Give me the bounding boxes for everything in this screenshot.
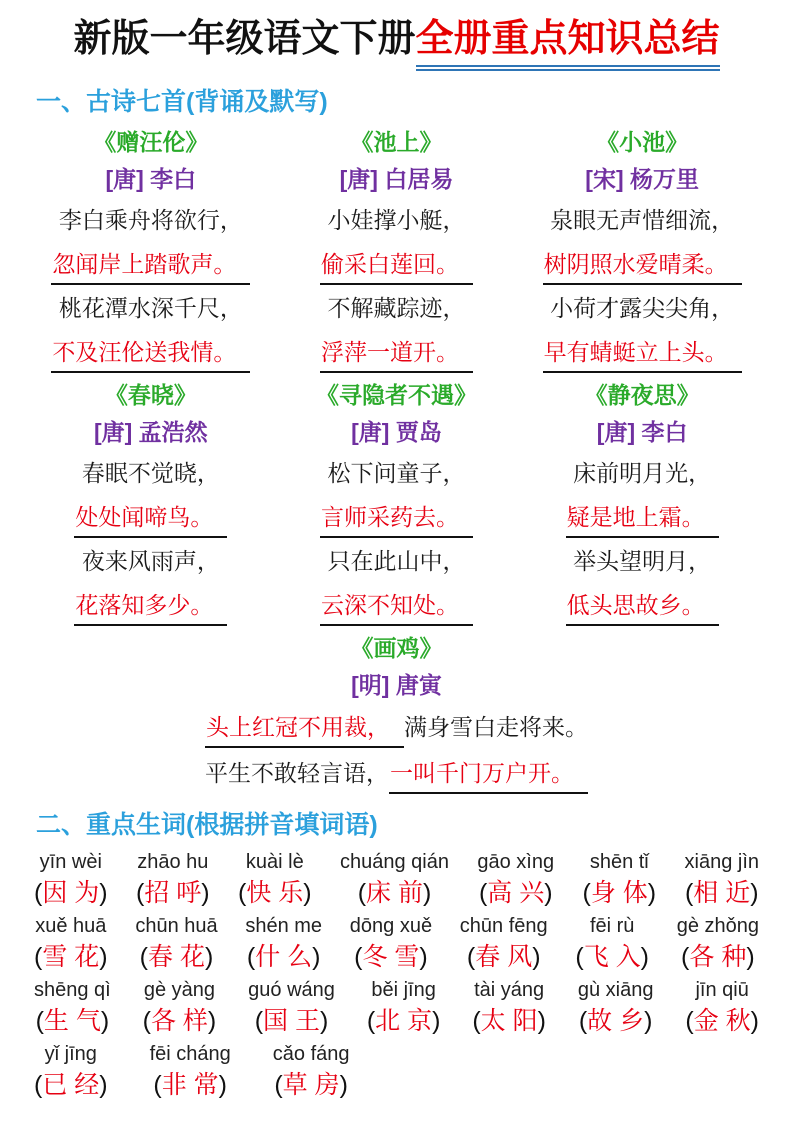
- poem-card-jingyesi: [519, 374, 765, 627]
- vocab-item: [34, 848, 108, 910]
- vocab-item: [350, 912, 432, 974]
- vocab-item: [460, 912, 548, 974]
- vocab-word: (太 阳): [472, 1007, 546, 1035]
- vocab-item: [248, 976, 335, 1038]
- vocab-item: [575, 912, 649, 974]
- vocab-pinyin: shēng qì: [34, 979, 111, 1001]
- poem-line: 言师采药去。: [274, 495, 520, 539]
- poem-author: [唐] 李白: [105, 166, 197, 192]
- poem-line: 低头思故乡。: [519, 583, 765, 627]
- poem-card-chunxiao: [28, 374, 274, 627]
- vocab-item: [34, 976, 111, 1038]
- vocab-word: (快 乐): [238, 879, 312, 907]
- vocab-row: [34, 976, 759, 1038]
- vocab-word: (什 么): [246, 943, 321, 971]
- poem-line: 举头望明月，: [573, 548, 712, 574]
- page-title-red-part: 全册重点知识总结: [416, 14, 720, 71]
- vocab-pinyin: xuě huā: [35, 915, 107, 937]
- vocab-pinyin: běi jīng: [371, 979, 436, 1001]
- poem-title: 《寻隐者不遇》: [315, 382, 477, 408]
- poem-author: [唐] 贾岛: [351, 419, 442, 445]
- vocab-row: [34, 848, 759, 910]
- vocab-word: (春 风): [466, 943, 541, 971]
- poem-line: 平生不敢轻言语，一叫千门万户开。: [0, 750, 793, 796]
- vocab-row: [34, 912, 759, 974]
- vocab-item: [143, 976, 217, 1038]
- vocab-pinyin: gè zhǒng: [676, 915, 759, 937]
- vocab-pinyin: chūn fēng: [459, 915, 548, 937]
- vocab-item: [34, 912, 108, 974]
- vocab-word: (身 体): [582, 879, 657, 907]
- vocab-pinyin: chūn huā: [135, 915, 218, 937]
- vocab-pinyin: tài yáng: [474, 979, 545, 1001]
- vocab-pinyin: yǐ jīng: [44, 1043, 97, 1065]
- vocab-pinyin: guó wáng: [248, 979, 335, 1001]
- vocab-word: (非 常): [153, 1071, 227, 1099]
- poem-title: 《小池》: [596, 129, 689, 155]
- poem-card-xunyinzhebuyu: [274, 374, 520, 627]
- poem-line: 只在此山中，: [327, 548, 466, 574]
- vocab-word: (各 种): [681, 943, 755, 971]
- poem-line: 春眠不觉晓，: [81, 460, 220, 486]
- poem-line: 李白乘舟将欲行，: [58, 207, 243, 233]
- vocab-pinyin: xiāng jìn: [684, 851, 759, 873]
- poem-author: [明] 唐寅: [351, 672, 442, 698]
- vocab-item: [340, 848, 449, 910]
- poem-line: 树阴照水爱晴柔。: [519, 242, 765, 286]
- poem-author: [唐] 李白: [596, 419, 688, 445]
- vocab-pinyin: fēi rù: [589, 915, 635, 937]
- vocab-item: [150, 1040, 231, 1102]
- poem-line: 处处闻啼鸟。: [28, 495, 274, 539]
- vocab-word: (春 花): [139, 943, 214, 971]
- vocab-row: [34, 1040, 759, 1102]
- poem-line: 小娃撑小艇，: [327, 207, 466, 233]
- vocab-pinyin: zhāo hu: [137, 851, 209, 873]
- poem-line: 头上红冠不用裁， 满身雪白走将来。: [0, 704, 793, 750]
- poem-author: [唐] 白居易: [339, 166, 454, 192]
- vocab-word: (各 样): [142, 1007, 217, 1035]
- poem-card-chishang: [274, 121, 520, 374]
- vocab-word: (高 兴): [478, 879, 553, 907]
- vocab-word: (雪 花): [34, 943, 108, 971]
- vocab-pinyin: shén me: [245, 915, 323, 937]
- poem-line: 不及汪伦送我情。: [28, 330, 274, 374]
- vocab-item: [685, 976, 759, 1038]
- vocab-item: [245, 912, 322, 974]
- poem-title: 《春晓》: [104, 382, 197, 408]
- poem-line: 花落知多少。: [28, 583, 274, 627]
- poem-line: 疑是地上霜。: [519, 495, 765, 539]
- poem-line: 早有蜻蜓立上头。: [519, 330, 765, 374]
- section-heading-poems: 一、古诗七首(背诵及默写): [36, 88, 328, 116]
- poem-line: 小荷才露尖尖角，: [550, 295, 735, 321]
- poem-author: [唐] 孟浩然: [93, 419, 208, 445]
- vocab-pinyin: jīn qiū: [695, 979, 749, 1001]
- vocab-word: (已 经): [34, 1071, 108, 1099]
- section-heading-vocab: 二、重点生词(根据拼音填词语): [36, 811, 378, 839]
- poem-line: 不解藏踪迹，: [327, 295, 466, 321]
- vocab-word: (故 乡): [578, 1007, 653, 1035]
- poem-card-xiaochi: [519, 121, 765, 374]
- poem-title: 《池上》: [350, 129, 443, 155]
- vocab-word: (草 房): [274, 1071, 348, 1099]
- vocab-word: (国 王): [254, 1007, 329, 1035]
- vocab-item: [583, 848, 657, 910]
- poem-line: 忽闻岸上踏歌声。: [28, 242, 274, 286]
- poem-line: 床前明月光，: [573, 460, 712, 486]
- poem-line: 泉眼无声惜细流，: [550, 207, 735, 233]
- vocab-pinyin: chuáng qián: [340, 851, 449, 873]
- vocab-pinyin: cǎo fáng: [272, 1043, 350, 1065]
- poem-line: 云深不知处。: [274, 583, 520, 627]
- vocab-word: (飞 入): [575, 943, 649, 971]
- poem-card-zengwanglun: [28, 121, 274, 374]
- vocab-block: [0, 844, 793, 1102]
- vocab-item: [685, 848, 760, 910]
- vocab-item: [367, 976, 441, 1038]
- poem-line: 松下问童子，: [327, 460, 466, 486]
- poem-line: 浮萍一道开。: [274, 330, 520, 374]
- vocab-pinyin: yīn wèi: [39, 851, 102, 873]
- vocab-pinyin: kuài lè: [245, 851, 304, 873]
- vocab-word: (生 气): [35, 1007, 110, 1035]
- vocab-pinyin: gāo xìng: [477, 851, 555, 873]
- vocab-word: (北 京): [366, 1007, 441, 1035]
- vocab-pinyin: gè yàng: [143, 979, 216, 1001]
- poem-grid: [0, 121, 793, 627]
- vocab-item: [135, 912, 217, 974]
- page-title: [0, 14, 793, 71]
- page-title-black-part: 新版一年级语文下册: [73, 18, 416, 60]
- vocab-pinyin: dōng xuě: [349, 915, 433, 937]
- vocab-item: [34, 1040, 108, 1102]
- vocab-item: [136, 848, 210, 910]
- vocab-item: [578, 976, 654, 1038]
- poem-card-huaji: [0, 629, 793, 796]
- vocab-word: (相 近): [684, 879, 759, 907]
- poem-title: 《赠汪伦》: [93, 129, 209, 155]
- vocab-item: [477, 848, 554, 910]
- vocab-pinyin: gù xiāng: [577, 979, 654, 1001]
- vocab-item: [677, 912, 759, 974]
- poem-title: 《静夜思》: [584, 382, 700, 408]
- poem-author: [宋] 杨万里: [585, 166, 700, 192]
- vocab-pinyin: fēi cháng: [149, 1043, 231, 1065]
- vocab-item: [238, 848, 312, 910]
- vocab-word: (冬 雪): [354, 943, 428, 971]
- poem-line: 夜来风雨声，: [81, 548, 220, 574]
- vocab-word: (因 为): [34, 879, 108, 907]
- poem-line: 桃花潭水深千尺，: [58, 295, 243, 321]
- poem-title: 《画鸡》: [350, 635, 443, 661]
- vocab-item: [273, 1040, 350, 1102]
- vocab-word: (床 前): [357, 879, 432, 907]
- vocab-word: (金 秋): [685, 1007, 759, 1035]
- vocab-pinyin: shēn tǐ: [589, 851, 649, 873]
- vocab-word: (招 呼): [136, 879, 210, 907]
- poem-line: 偷采白莲回。: [274, 242, 520, 286]
- vocab-item: [472, 976, 546, 1038]
